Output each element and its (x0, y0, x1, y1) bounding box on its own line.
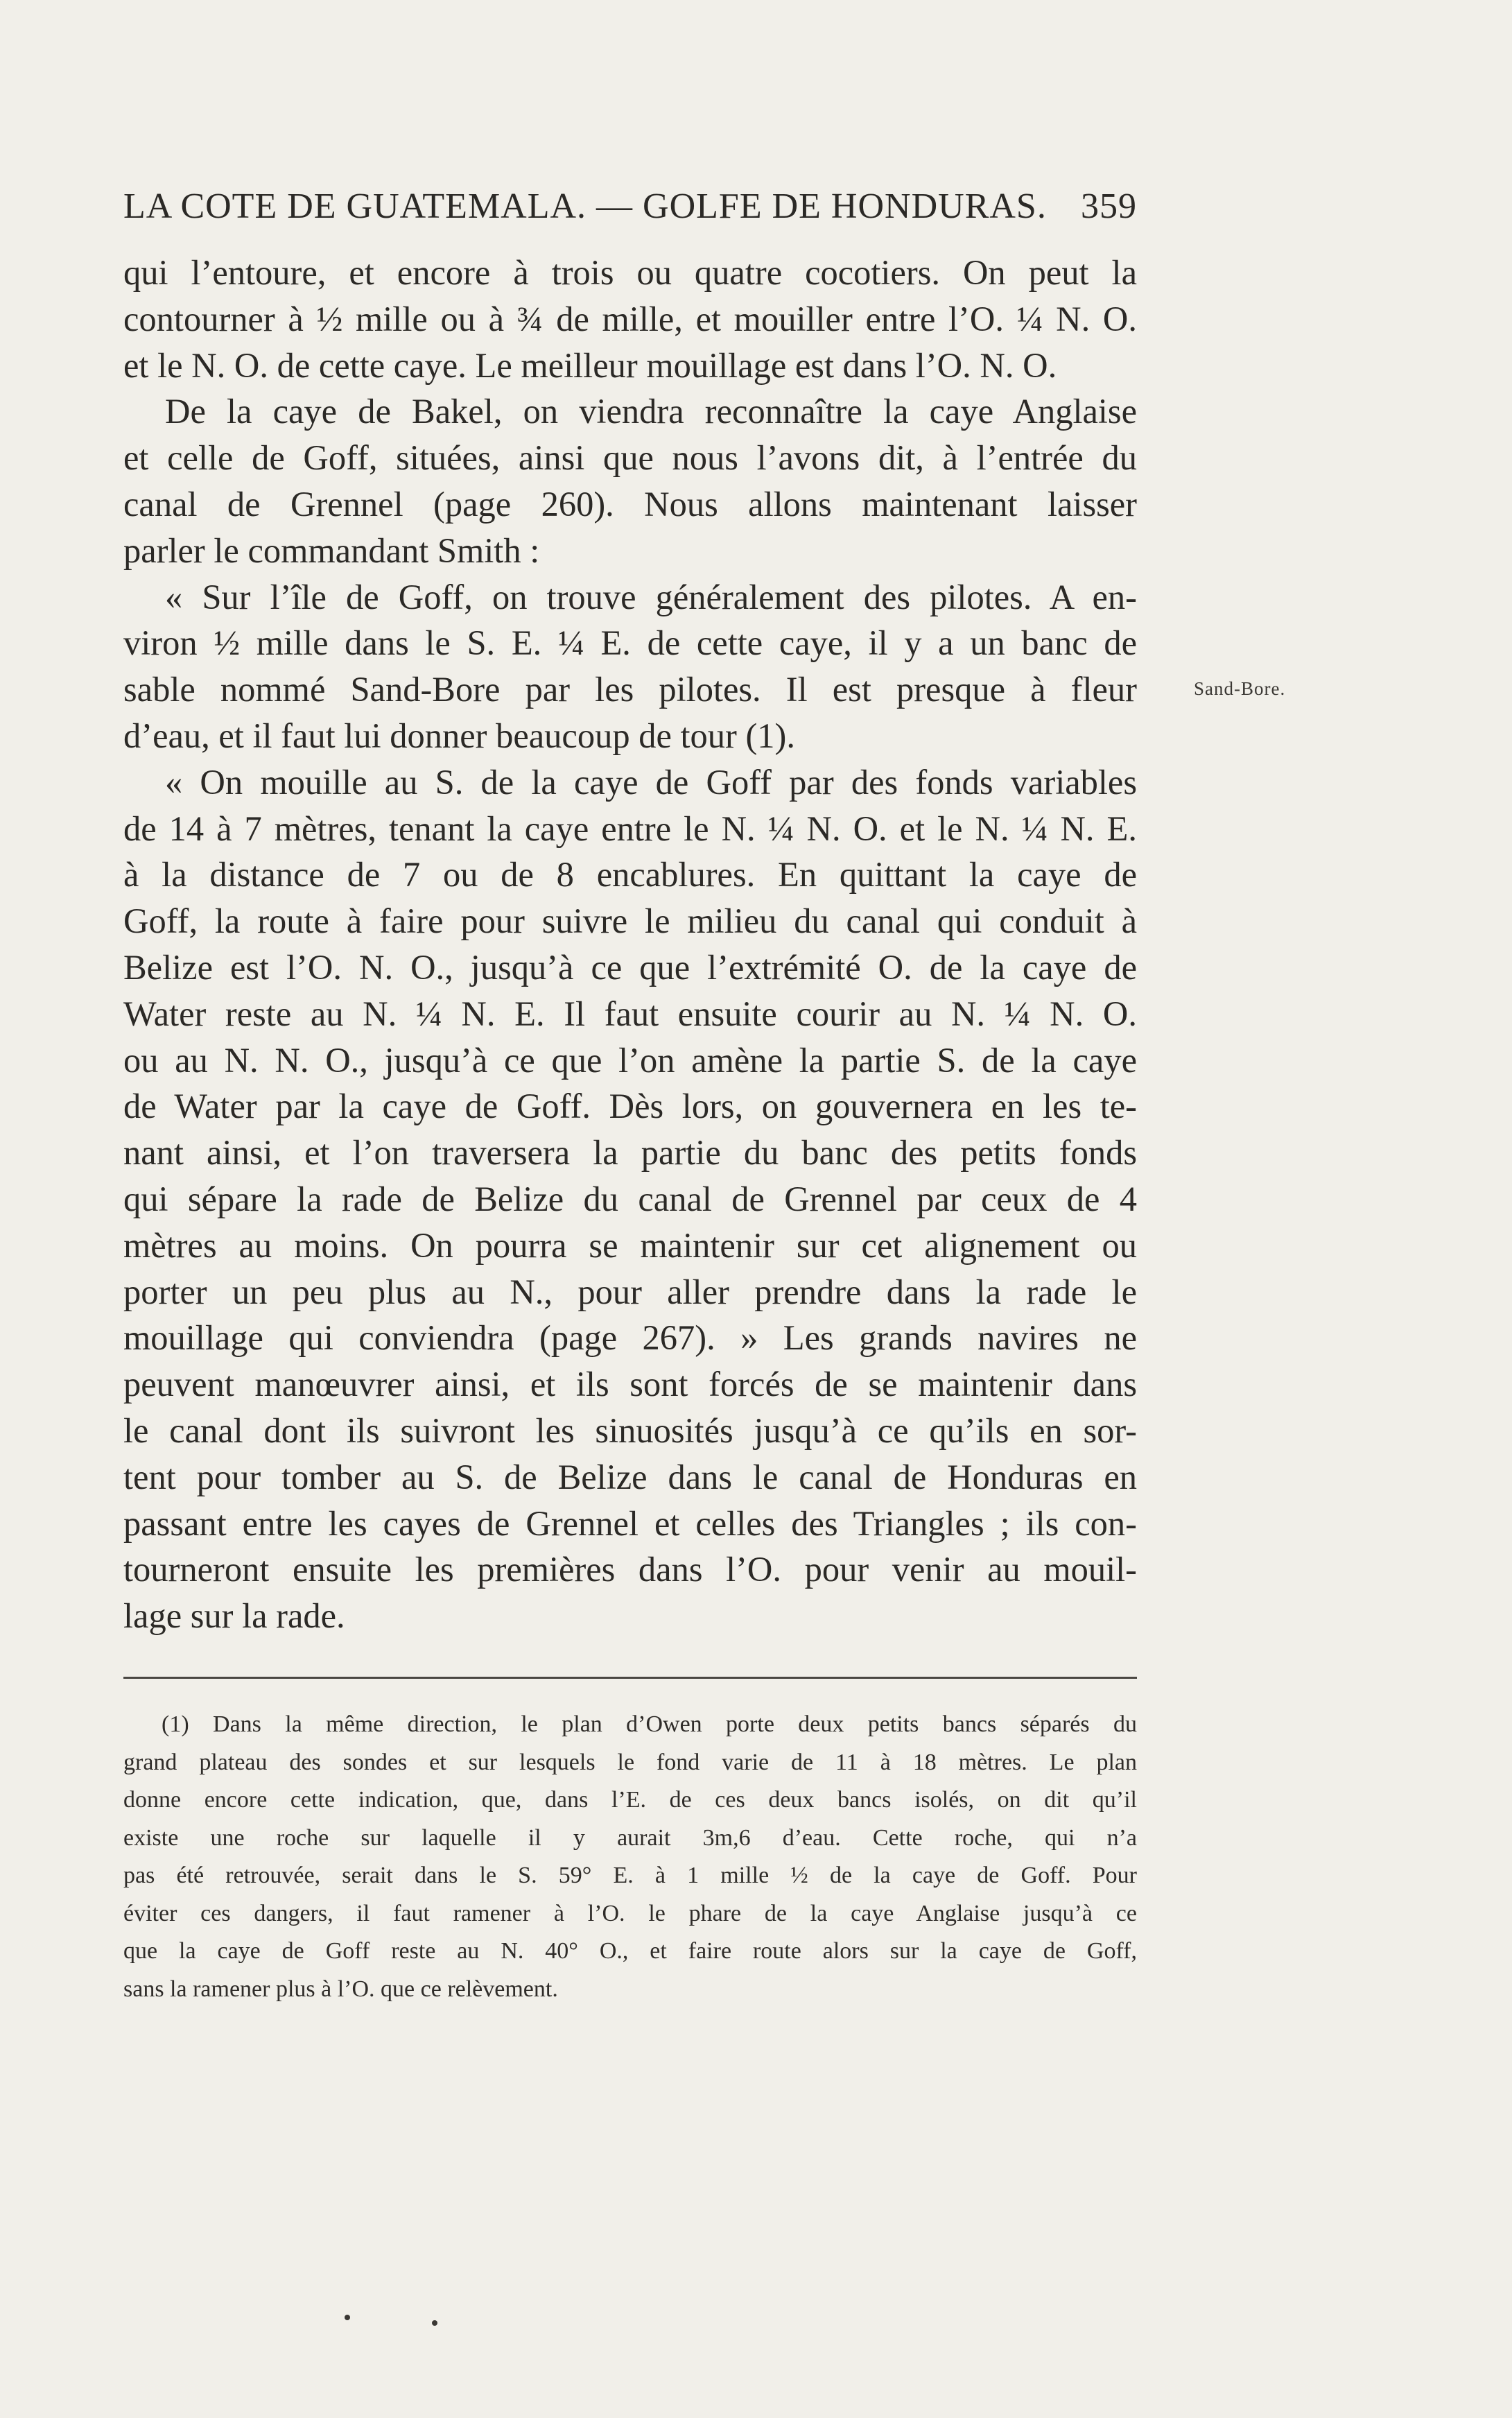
text-line: qui sépare la rade de Belize du canal de Grennel par ceux de 4 (123, 1179, 1137, 1218)
text-line: viron ½ mille dans le S. E. ¼ E. de cette caye, il y a un banc de (123, 623, 1137, 663)
footnote (123, 1706, 1137, 2008)
text-line: canal de Grennel (page 260). Nous allons maintenant laisser (123, 484, 1137, 524)
text-line: « Sur l’île de Goff, on trouve généralement des pilotes. A en- (165, 577, 1137, 616)
text-line: De la caye de Bakel, on viendra reconnaître la caye Anglaise (165, 392, 1137, 431)
text-line: passant entre les cayes de Grennel et celles des Triangles ; ils con- (123, 1503, 1137, 1543)
margin-note: Sand-Bore. (1194, 678, 1286, 699)
footnote-line: sans la ramener plus à l’O. que ce relèvement. (123, 1976, 558, 2002)
text-line: d’eau, et il faut lui donner beaucoup de tour (1). (123, 716, 795, 755)
footnote-line: (1) Dans la même direction, le plan d’Owen porte deux petits bancs séparés du (162, 1711, 1137, 1737)
text-line: nant ainsi, et l’on traversera la partie du banc des petits fonds (123, 1133, 1137, 1173)
text-line: mouillage qui conviendra (page 267). » Les grands navires ne (123, 1318, 1137, 1358)
footnote-divider (123, 1677, 1137, 1679)
footnote-line: que la caye de Goff reste au N. 40° O., et faire route alors sur la caye de Goff, (123, 1938, 1137, 1964)
running-title: LA COTE DE GUATEMALA. — GOLFE DE HONDURAS. (123, 187, 1047, 226)
text-line: qui l’entoure, et encore à trois ou quatre cocotiers. On peut la (123, 253, 1137, 292)
text-line: et celle de Goff, situées, ainsi que nous l’avons dit, à l’entrée du (123, 438, 1137, 478)
text-line: tent pour tomber au S. de Belize dans le canal de Honduras en (123, 1457, 1137, 1496)
text-line: le canal dont ils suivront les sinuosités jusqu’à ce qu’ils en sor- (123, 1410, 1137, 1450)
text-line: mètres au moins. On pourra se maintenir sur cet alignement ou (123, 1225, 1137, 1265)
printer-mark (432, 2320, 437, 2326)
main-text (123, 250, 1137, 1639)
text-line: sable nommé Sand-Bore par les pilotes. Il est presque à fleur (123, 670, 1137, 709)
text-line: à la distance de 7 ou de 8 encablures. En quittant la caye de (123, 855, 1137, 895)
text-line: ou au N. N. O., jusqu’à ce que l’on amène la partie S. de la caye (123, 1040, 1137, 1080)
page-number: 359 (1081, 187, 1137, 226)
footnote-line: grand plateau des sondes et sur lesquels le fond varie de 11 à 18 mètres. Le plan (123, 1749, 1137, 1775)
text-line: Goff, la route à faire pour suivre le milieu du canal qui conduit à (123, 901, 1137, 941)
footnote-line: existe une roche sur laquelle il y aurait 3m,6 d’eau. Cette roche, qui n’a (123, 1824, 1137, 1851)
text-line: Water reste au N. ¼ N. E. Il faut ensuite courir au N. ¼ N. O. (123, 994, 1137, 1033)
text-line: « On mouille au S. de la caye de Goff par des fonds variables (165, 762, 1137, 802)
text-line: Belize est l’O. N. O., jusqu’à ce que l’extrémité O. de la caye de (123, 947, 1137, 987)
text-line: de Water par la caye de Goff. Dès lors, on gouvernera en les te- (123, 1087, 1137, 1126)
footnote-line: éviter ces dangers, il faut ramener à l’O. le phare de la caye Anglaise jusqu’à ce (123, 1900, 1137, 1926)
footnote-line: pas été retrouvée, serait dans le S. 59° E. à 1 mille ½ de la caye de Goff. Pour (123, 1863, 1137, 1888)
text-line: et le N. O. de cette caye. Le meilleur mouillage est dans l’O. N. O. (123, 345, 1057, 385)
text-line: de 14 à 7 mètres, tenant la caye entre le N. ¼ N. O. et le N. ¼ N. E. (123, 809, 1137, 848)
text-line: contourner à ½ mille ou à ¾ de mille, et mouiller entre l’O. ¼ N. O. (123, 299, 1137, 338)
footnote-line: donne encore cette indication, que, dans l’E. de ces deux bancs isolés, on dit qu’il (123, 1787, 1137, 1813)
text-line: parler le commandant Smith : (123, 530, 540, 570)
text-line: peuvent manœuvrer ainsi, et ils sont forcés de se maintenir dans (123, 1365, 1137, 1404)
running-header (123, 186, 1137, 227)
text-line: lage sur la rade. (123, 1596, 345, 1636)
printer-mark (345, 2315, 350, 2320)
text-line: porter un peu plus au N., pour aller prendre dans la rade le (123, 1272, 1137, 1311)
text-line: tourneront ensuite les premières dans l’O. pour venir au mouil- (123, 1550, 1137, 1589)
